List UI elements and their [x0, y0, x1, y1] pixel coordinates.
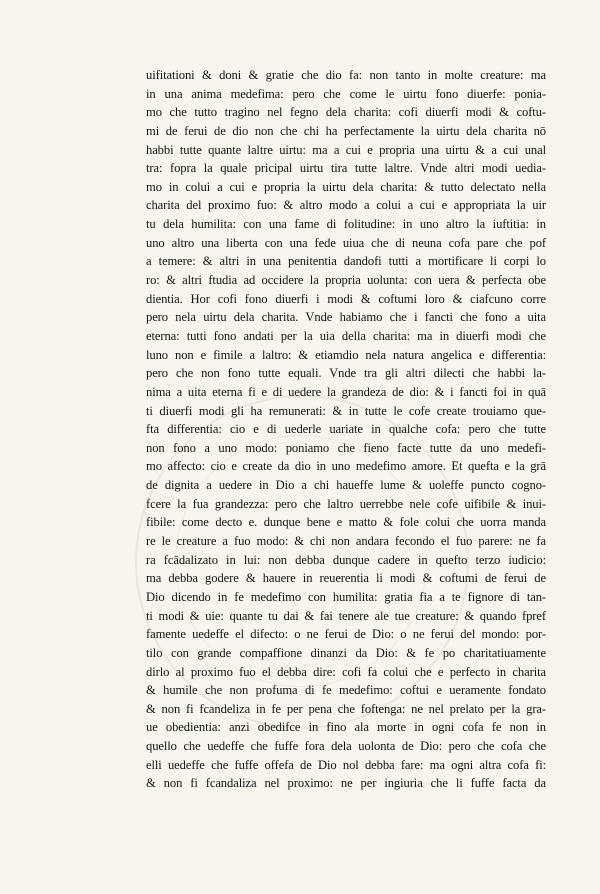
text-line: tilo con grande compaffione dinanzi da Dio: & fe po charitatiuamente	[146, 645, 546, 660]
text-line: famente uedeffe el difecto: o ne ferui de Dio: o ne ferui del mondo: por-	[146, 627, 546, 642]
text-line: ti diuerfi modi gli ha remunerati: & in tutte le cofe create trouiamo que-	[146, 403, 546, 418]
text-line: eterna: tutti fono andati per la uia della charita: ma in diuerfi modi che	[146, 328, 546, 343]
text-line: luno non e fimile a laltro: & etiamdio nela natura angelica e differentia:	[146, 347, 546, 362]
body-text	[146, 66, 546, 793]
text-line: fibile: come decto e. dunque bene e matto & fole colui che uorra manda	[146, 515, 546, 530]
text-line: mo che tutto tragino nel fegno dela charita: cofi diuerfi modi & coftu-	[146, 105, 546, 120]
text-line: & non fi fcandaliza nel proximo: ne per ingiuria che li fuffe facta da	[146, 776, 546, 791]
text-line: mo affecto: cio e create da dio in uno medefimo amore. Et quefta e la grā	[146, 459, 546, 474]
text-line: in una anima medefima: pero che come le uirtu fono diuerfe: ponia-	[146, 86, 546, 101]
text-line: pero che non fono tutte equali. Vnde tra gli altri dilecti che habbi la-	[146, 366, 546, 381]
text-line: non fono a uno modo: poniamo che fieno facte tutte da uno medefi-	[146, 440, 546, 455]
text-line: tra: fopra la quale pricipal uirtu tira tutte laltre. Vnde altri modi uedia-	[146, 161, 546, 176]
text-line: & non fi fcandeliza in fe per pena che foftenga: ne nel prelato per la gra-	[146, 701, 546, 716]
text-line: fta differentia: cio e di uederle uariate in qualche cofa: pero che tutte	[146, 422, 546, 437]
text-line: dirlo al proximo fuo el debba dire: cofi fa colui che e perfecto in charita	[146, 664, 546, 679]
text-line: ti modi & uie: quante tu dai & fai tenere ale tue creature: & quando fpref	[146, 608, 546, 623]
text-line: ro: & altri ftudia ad occidere la propria uolunta: con uera & perfecta obe	[146, 273, 546, 288]
text-line: uifitationi & doni & gratie che dio fa: non tanto in molte creature: ma	[146, 68, 546, 82]
text-line: mi de ferui de dio non che chi ha perfectamente la uirtu dela charita nō	[146, 123, 546, 138]
text-line: Dio dicendo in fe medefimo con humilita: gratia fia a te fignore di tan-	[146, 589, 546, 604]
text-line: habbi tutte quante laltre uirtu: ma a cui e propria una uirtu & a cui unal	[146, 142, 546, 157]
text-line: nima a uita eterna fi e di uedere la grandeza de dio: & i fancti foi in quā	[146, 384, 546, 399]
text-line: elli uedeffe che fuffe offefa de Dio nol debba fare: ma ogni altra cofa fi:	[146, 757, 546, 772]
text-line: pero nela uirtu dela charita. Vnde habiamo che i fancti che fono a uita	[146, 310, 546, 325]
text-line: & humile che non profuma di fe medefimo: coftui e ueramente fondato	[146, 683, 546, 698]
text-line: ue obedientia: anzi obedifce in fino ala morte in ogni cofa fe non in	[146, 720, 546, 735]
text-line: de dignita a uedere in Dio a chi haueffe lume & uoleffe puncto cogno-	[146, 478, 546, 493]
text-line: ra fcādalizato in lui: non debba dunque cadere in quefto terzo iudicio:	[146, 552, 546, 567]
text-line: uno altro una liberta con una fede uiua che di neuna cofa pare che pof	[146, 235, 546, 250]
text-line: dientia. Hor cofi fono diuerfi i modi & coftumi loro & ciafcuno corre	[146, 291, 546, 306]
text-line: tu dela humilita: con una fame di folitudine: in uno altro la iuftitia: in	[146, 217, 546, 232]
text-line: charita del proximo fuo: & altro modo a colui a cui e appropriata la uir	[146, 198, 546, 213]
text-line: fcere la fua grandezza: pero che laltro uerrebbe nele cofe uifibile & inui-	[146, 496, 546, 511]
text-line: re le creature a fuo modo: & chi non andara fecondo el fuo parere: ne fa	[146, 534, 546, 549]
text-line: a temere: & altri in una penitentia dandofi tutti a mortificare li corpi lo	[146, 254, 546, 269]
text-line: quello che uedeffe che fuffe fora dela uolonta de Dio: pero che cofa che	[146, 739, 546, 754]
text-line: mo in colui a cui e propria la uirtu dela charita: & tutto delectato nella	[146, 179, 546, 194]
text-line: ma debba godere & hauere in reuerentia li modi & coftumi de ferui de	[146, 571, 546, 586]
